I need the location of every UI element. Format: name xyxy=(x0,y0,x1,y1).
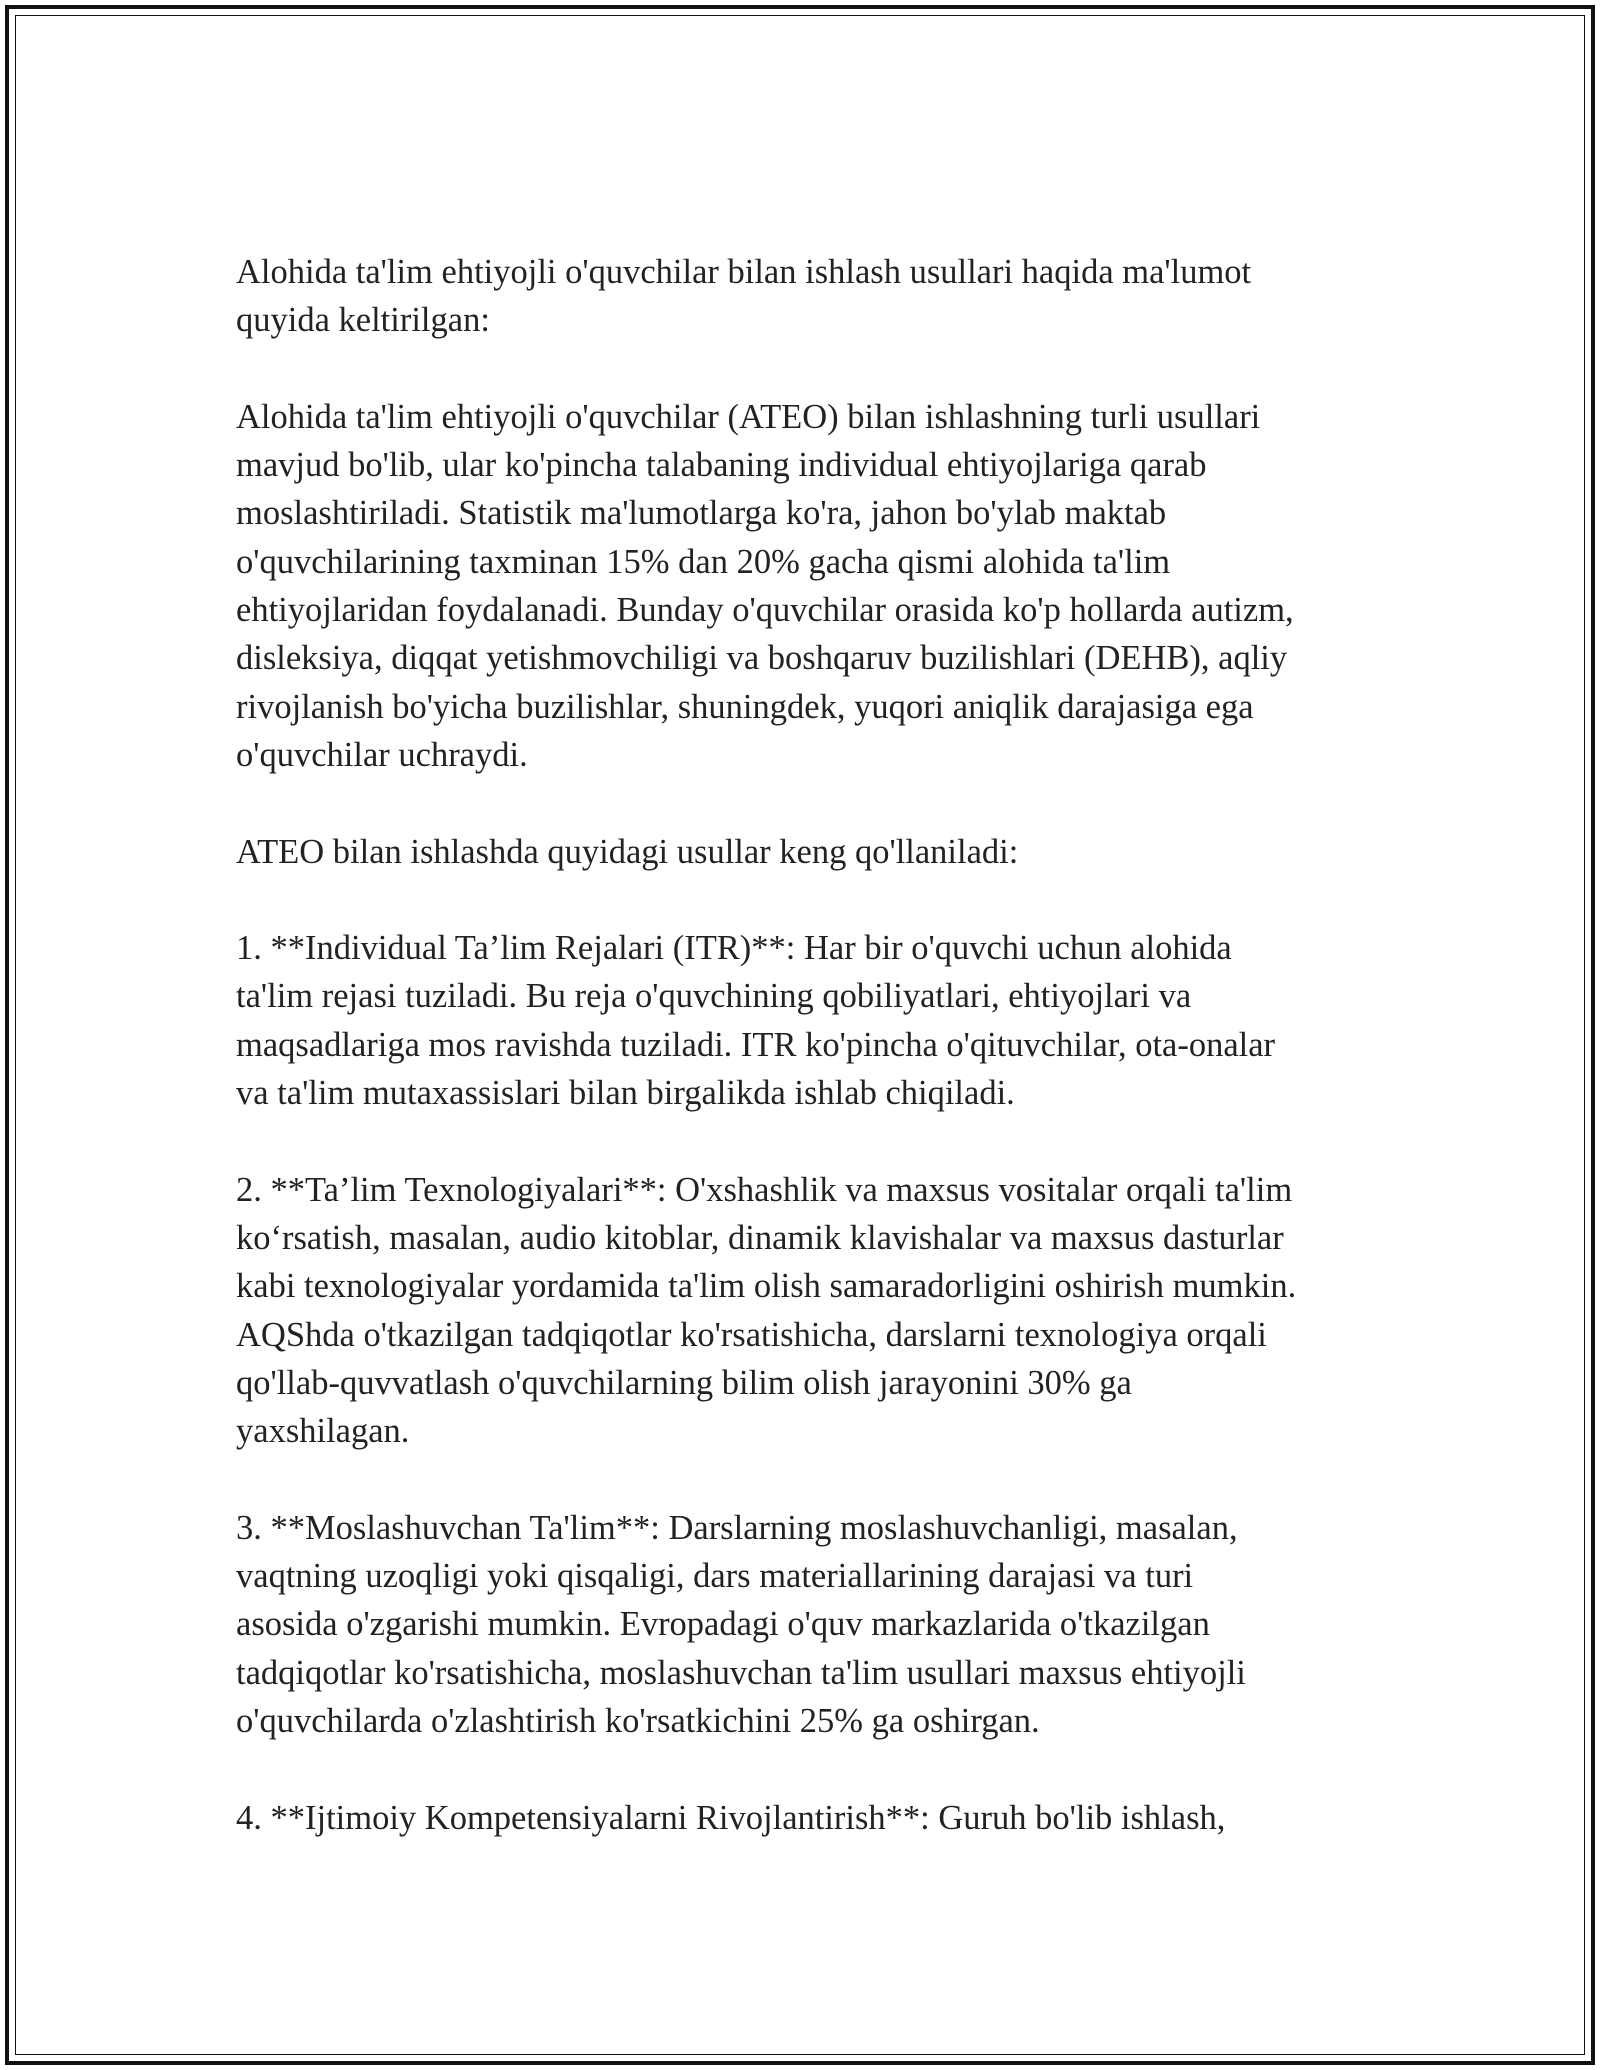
method-item-1: 1. **Individual Ta’lim Rejalari (ITR)**: Har bir o'quvchi uchun alohida ta'lim rejasi tuziladi. Bu reja o'quvchining qobiliyatlari, ehtiyojlari va maqsadlariga mos ravishda tuziladi. ITR ko'pincha o'qituvchilar, ota-onalar va ta'lim mutaxassislari bilan birgalikda ishlab chiqiladi. xyxy=(236,929,1276,1113)
document-body xyxy=(236,248,1386,1890)
method-item-2: 2. **Ta’lim Texnologiyalari**: O'xshashlik va maxsus vositalar orqali ta'lim ko‘rsatish, masalan, audio kitoblar, dinamik klavishalar va maxsus dasturlar kabi texnologiyalar yordamida ta'lim olish samaradorligini oshirish mumkin. AQShda o'tkazilgan tadqiqotlar ko'rsatishicha, darslarni texnologiya orqali qo'llab-quvvatlash o'quvchilarning bilim olish jarayonini 30% ga yaxshilagan. xyxy=(236,1170,1297,1451)
intro-paragraph: Alohida ta'lim ehtiyojli o'quvchilar bilan ishlash usullari haqida ma'lumot quyida keltirilgan: xyxy=(236,253,1252,340)
method-item-3: 3. **Moslashuvchan Ta'lim**: Darslarning moslashuvchanligi, masalan, vaqtning uzoqligi yoki qisqaligi, dars materiallarining darajasi va turi asosida o'zgarishi mumkin. Evropadagi o'quv markazlarida o'tkazilgan tadqiqotlar ko'rsatishicha, moslashuvchan ta'lim usullari maxsus ehtiyojli o'quvchilarda o'zlashtirish ko'rsatkichini 25% ga oshirgan. xyxy=(236,1508,1246,1740)
method-item-4: 4. **Ijtimoiy Kompetensiyalarni Rivojlantirish**: Guruh bo'lib ishlash, xyxy=(236,1798,1226,1837)
overview-paragraph: Alohida ta'lim ehtiyojli o'quvchilar (ATEO) bilan ishlashning turli usullari mavjud bo'lib, ular ko'pincha talabaning individual ehtiyojlariga qarab moslashtiriladi. Statistik ma'lumotlarga ko'ra, jahon bo'ylab maktab o'quvchilarining taxminan 15% dan 20% gacha qismi alohida ta'lim ehtiyojlaridan foydalanadi. Bunday o'quvchilar orasida ko'p hollarda autizm, disleksiya, diqqat yetishmovchiligi va boshqaruv buzilishlari (DEHB), aqliy rivojlanish bo'yicha buzilishlar, shuningdek, yuqori aniqlik darajasiga ega o'quvchilar uchraydi. xyxy=(236,397,1294,774)
methods-intro-paragraph: ATEO bilan ishlashda quyidagi usullar keng qo'llaniladi: xyxy=(236,832,1019,871)
